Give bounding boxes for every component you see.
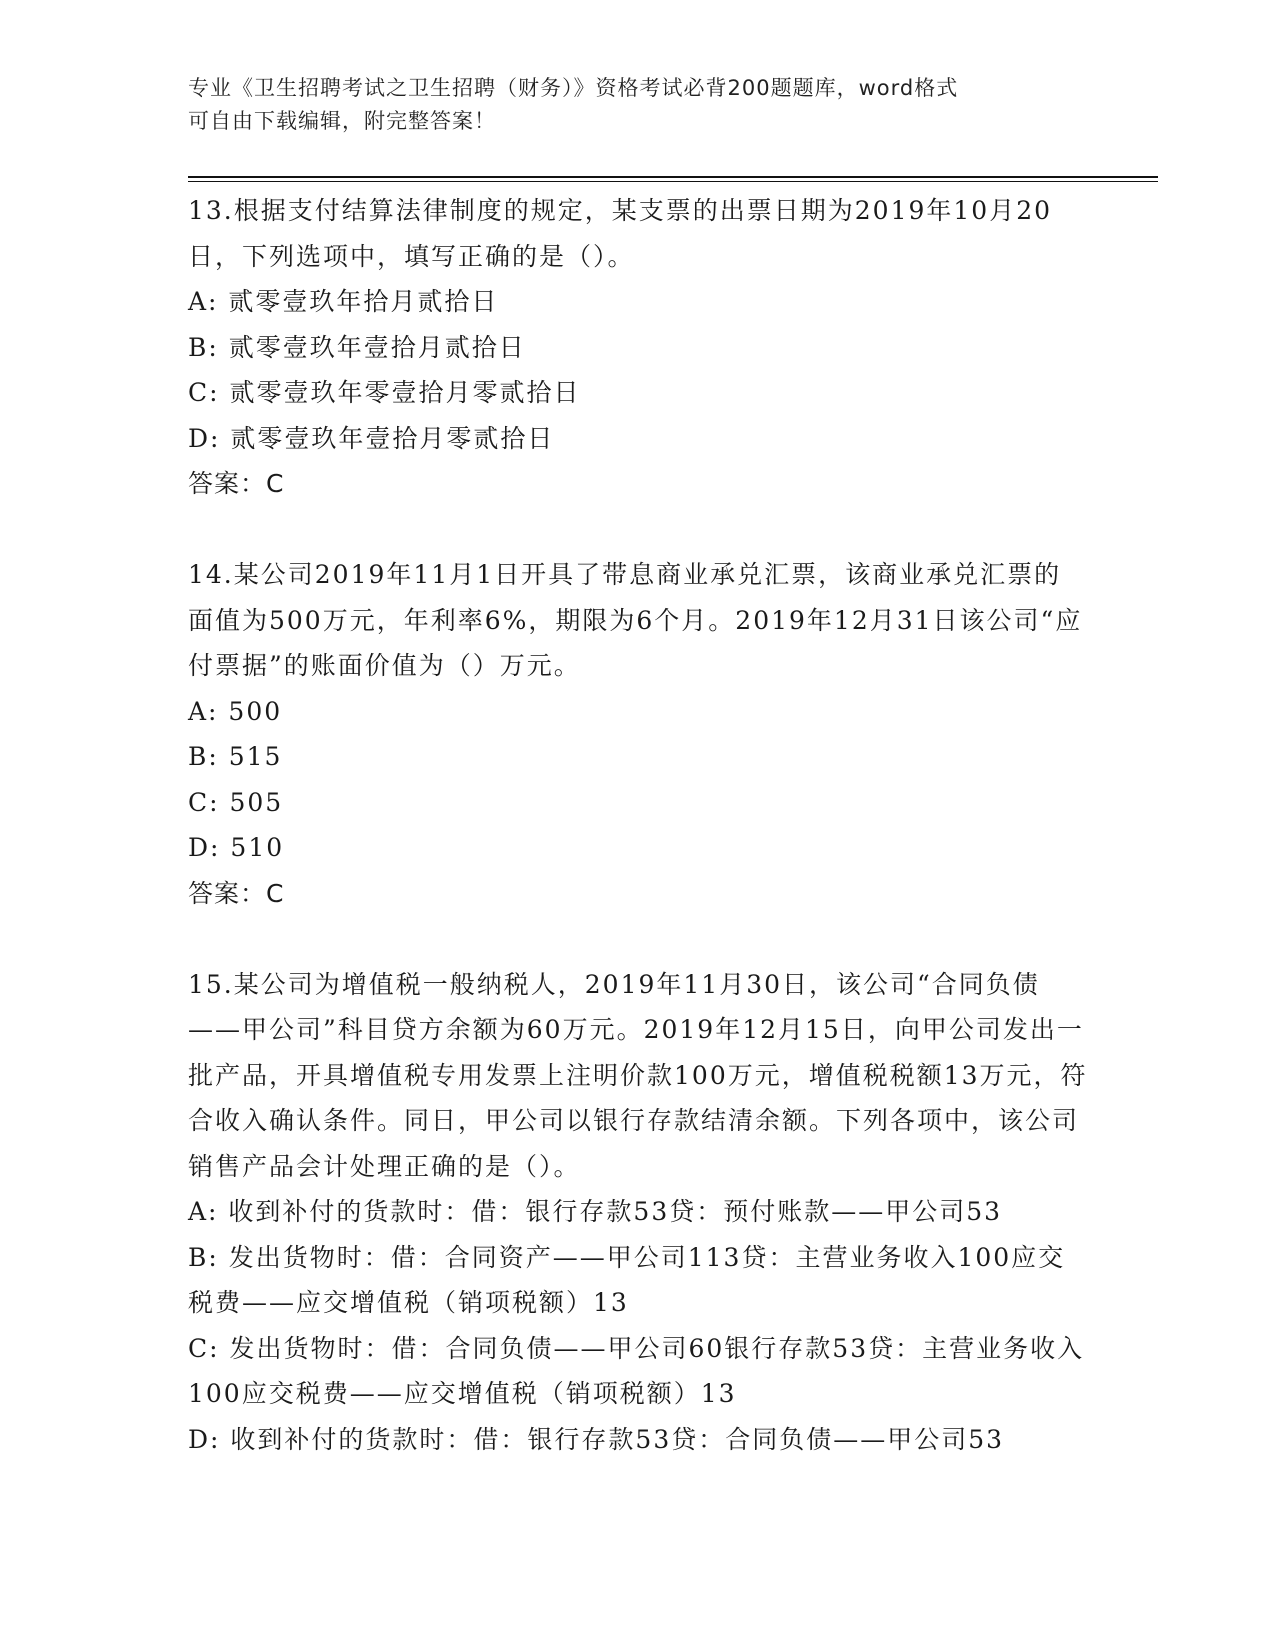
option-c: C: 贰零壹玖年零壹拾月零贰拾日 [188,378,581,407]
option-a: A: 贰零壹玖年拾月贰拾日 [188,287,499,316]
question-14 [188,552,1088,916]
header-divider-thin [188,181,1158,182]
option-c: C: 505 [188,787,284,817]
question-15 [188,962,1088,1463]
document-header [188,72,1088,138]
question-list [188,188,1088,1508]
option-d: D: 贰零壹玖年壹拾月零贰拾日 [188,423,555,453]
answer: 答案：C [188,878,285,908]
option-d: D: 收到补付的货款时：借：银行存款53贷：合同负债——甲公司53 [188,1424,1005,1454]
option-c: C: 发出货物时：借：合同负债——甲公司60银行存款53贷：主营业务收入100应交税费——应交增值税（销项税额）13 [188,1333,1085,1408]
option-a: A: 收到补付的货款时：借：银行存款53贷：预付账款——甲公司53 [188,1197,1003,1226]
question-stem: 15.某公司为增值税一般纳税人，2019年11月30日，该公司“合同负债——甲公司”科目贷方余额为60万元。2019年12月15日，向甲公司发出一批产品，开具增值税专用发票上注明价款100万元，增值税税额13万元，符合收入确认条件。同日，甲公司以银行存款结清余额。下列各项中，该公司销售产品会计处理正确的是（）。 [188,969,1088,1181]
question-stem: 13.根据支付结算法律制度的规定，某支票的出票日期为2019年10月20日，下列选项中，填写正确的是（）。 [188,196,1053,271]
option-b: B: 515 [188,742,283,771]
option-b: B: 贰零壹玖年壹拾月贰拾日 [188,332,526,362]
answer: 答案：C [188,469,285,498]
question-stem: 14.某公司2019年11月1日开具了带息商业承兑汇票，该商业承兑汇票的面值为500万元，年利率6%，期限为6个月。2019年12月31日该公司“应付票据”的账面价值为（）万元。 [188,560,1083,680]
question-13 [188,188,1088,507]
option-a: A: 500 [188,696,283,726]
header-line: 可自由下载编辑，附完整答案！ [188,109,496,133]
header-line: 专业《卫生招聘考试之卫生招聘（财务）》资格考试必背200题题库，word格式 [188,76,959,100]
header-divider [188,176,1158,178]
option-d: D: 510 [188,833,285,862]
option-b: B: 发出货物时：借：合同资产——甲公司113贷：主营业务收入100应交税费——应交增值税（销项税额）13 [188,1242,1066,1317]
